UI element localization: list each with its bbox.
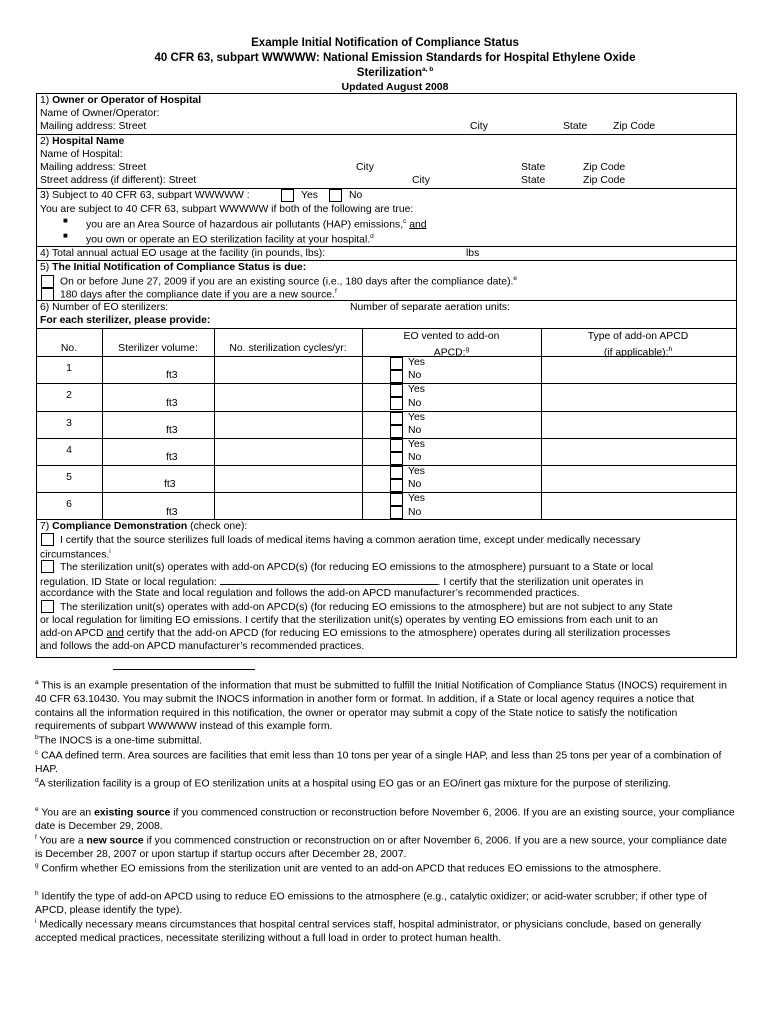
section-number: 7): [40, 521, 50, 532]
divider: [36, 246, 736, 247]
compliance-opt3-line4: and follows the add-on APCD manufacturer’s recommended practices.: [40, 641, 365, 652]
sterilizers-count-label[interactable]: 6) Number of EO sterilizers:: [40, 302, 169, 313]
page-title: Example Initial Notification of Compliance Status: [251, 37, 519, 49]
due-new-label: [60, 288, 337, 300]
footnote-text: CAA defined term. Area sources are facilities that emit less than 10 tons per year of a single HAP, and less than 25 tons per year of a combination of HAP.: [35, 750, 722, 776]
section-2-heading: [40, 136, 124, 147]
footnote-text: This is an example presentation of the information that must be submitted to fulfill the Initial Notification of Compliance Status (INOCS) requirement in 40 CFR 63.10430. You may submit the INOCS information in another form or format. In addition, if a State or local agency requires a notice that contains all the information required in this notification, the owner or operator may submit a copy of the State notice to satisfy the notification requirements of subpart WWWWW instead of this example form.: [35, 680, 727, 733]
option-text: circumstances.: [40, 549, 110, 561]
row-number: 2: [66, 390, 72, 401]
compliance-opt3-line1: The sterilization unit(s) operates with add-on APCD(s) (for reducing EO emissions to the atmosphere) but are not subject to any State: [60, 602, 673, 613]
due-existing-label: [60, 275, 517, 287]
footnote-mark: h: [35, 890, 39, 897]
row-volume-unit[interactable]: ft3: [166, 425, 178, 436]
footnote-a: [35, 676, 735, 734]
row-volume-unit[interactable]: ft3: [166, 370, 178, 381]
eo-usage-label[interactable]: 4) Total annual actual EO usage at the facility (in pounds, lbs):: [40, 248, 326, 259]
subject-question: 3) Subject to 40 CFR 63, subpart WWWWW :: [40, 190, 250, 201]
eo-usage-unit: lbs: [466, 248, 480, 259]
due-existing-checkbox[interactable]: [41, 275, 54, 288]
table-col-line: [214, 328, 215, 519]
header-line: EO vented to add-on: [403, 331, 500, 342]
row-vented-no-label: No: [408, 507, 422, 518]
footnote-i: [35, 915, 735, 946]
divider: [36, 438, 736, 439]
hospital-zip-label[interactable]: Zip Code: [583, 162, 626, 173]
footnote-d: [35, 774, 735, 791]
divider: [36, 465, 736, 466]
footnote-text: if you commenced construction or reconstruction on or after November 6, 2006. If you are a new source, your compliance date is December 28, 2007 or upon startup if startup occurs after December 28, 2007.: [35, 835, 728, 861]
row-vented-yes-checkbox[interactable]: [390, 466, 403, 479]
provide-label: For each sterilizer, please provide:: [40, 315, 211, 326]
divider: [36, 383, 736, 384]
row-vented-yes-label: Yes: [408, 357, 425, 368]
bullet-text: you own or operate an EO sterilization facility at your hospital.: [86, 234, 371, 246]
row-vented-yes-label: Yes: [408, 493, 425, 504]
hospital-zip2-label[interactable]: Zip Code: [583, 175, 626, 186]
footnote-mark: f: [35, 834, 37, 841]
section-title: Hospital Name: [52, 136, 125, 147]
subject-yes-checkbox[interactable]: [281, 189, 294, 202]
section-title: Owner or Operator of Hospital: [52, 95, 202, 106]
section-5-heading: [40, 262, 306, 273]
row-vented-yes-label: Yes: [408, 384, 425, 395]
col-header-no: No.: [60, 343, 78, 354]
row-vented-yes-checkbox[interactable]: [390, 412, 403, 425]
compliance-opt2-line1: The sterilization unit(s) operates with add-on APCD(s) (for reducing EO emissions to the atmosphere) pursuant to a State or local: [60, 562, 654, 573]
row-vented-no-checkbox[interactable]: [390, 506, 403, 519]
section-note: (check one):: [190, 521, 248, 532]
option-text: 180 days after the compliance date if you are a new source.: [60, 289, 335, 301]
section-7-heading: [40, 521, 247, 532]
compliance-opt3-line3: [40, 628, 670, 639]
title-sterilization: Sterilization: [356, 66, 422, 79]
divider: [36, 260, 736, 261]
row-vented-yes-checkbox[interactable]: [390, 384, 403, 397]
row-vented-no-label: No: [408, 398, 422, 409]
col-header-type: [541, 330, 735, 359]
footnote-f: [35, 831, 735, 862]
option-text: regulation. ID State or local regulation:: [40, 577, 217, 588]
hospital-city2-label[interactable]: City: [412, 175, 430, 186]
footnote-separator: [113, 669, 255, 670]
divider: [36, 328, 736, 329]
table-col-line: [102, 328, 103, 519]
hospital-street-label[interactable]: Street address (if different): Street: [40, 175, 197, 186]
compliance-opt3-line2: or local regulation for limiting EO emissions. I certify that the sterilization unit(s) operates by venting EO emissions from each unit to an: [40, 615, 658, 626]
row-vented-no-checkbox[interactable]: [390, 452, 403, 465]
hospital-state-label[interactable]: State: [521, 162, 546, 173]
option-and: and: [106, 628, 124, 639]
footnote-mark: g: [35, 862, 39, 869]
hospital-city-label[interactable]: City: [356, 162, 374, 173]
header-line: APCD:: [433, 347, 466, 359]
bullet-and: and: [409, 219, 427, 231]
updated-date: Updated August 2008: [341, 81, 449, 93]
footnote-mark: d: [370, 233, 374, 240]
footnote-mark: c: [35, 749, 39, 756]
footnote-bold: existing source: [94, 807, 171, 819]
owner-mailing-label[interactable]: Mailing address: Street: [40, 121, 147, 132]
footnote-g: [35, 859, 735, 876]
row-volume-unit[interactable]: ft3: [166, 452, 178, 463]
compliance-opt2-line2: [40, 575, 643, 588]
section-title: The Initial Notification of Compliance Status is due:: [52, 262, 307, 273]
option-text: On or before June 27, 2009 if you are an existing source (i.e., 180 days after the compliance date).: [60, 276, 514, 288]
footnote-mark: a: [35, 679, 39, 686]
divider: [36, 519, 736, 520]
row-vented-yes-label: Yes: [408, 466, 425, 477]
subject-yes-label: Yes: [301, 190, 318, 201]
footnote-e: [35, 803, 735, 834]
footnote-bold: new source: [86, 835, 144, 847]
footnote-mark: e: [513, 275, 518, 282]
footnote-mark: i: [109, 548, 111, 555]
row-vented-no-label: No: [408, 479, 422, 490]
divider: [36, 188, 736, 189]
row-volume-unit[interactable]: ft3: [164, 479, 176, 490]
compliance-opt1-line2: [40, 548, 111, 560]
divider: [36, 134, 736, 135]
option-text: add-on APCD: [40, 628, 104, 639]
subject-no-checkbox[interactable]: [329, 189, 342, 202]
row-number: 3: [66, 418, 72, 429]
subject-bullet-1: [86, 218, 427, 230]
footnote-text: The INOCS is a one-time submittal.: [38, 735, 203, 747]
page-subtitle: 40 CFR 63, subpart WWWWW: National Emission Standards for Hospital Ethylene Oxide: [154, 52, 636, 64]
compliance-no-regulation-checkbox[interactable]: [41, 600, 54, 613]
col-header-cycles: No. sterilization cycles/yr:: [229, 343, 347, 354]
subject-no-label: No: [349, 190, 363, 201]
row-number: 1: [66, 363, 72, 374]
row-vented-yes-label: Yes: [408, 439, 425, 450]
hospital-state2-label[interactable]: State: [521, 175, 546, 186]
compliance-full-loads-checkbox[interactable]: [41, 533, 54, 546]
compliance-state-regulation-checkbox[interactable]: [41, 560, 54, 573]
footnote-c: [35, 746, 735, 777]
footnote-mark: h: [668, 346, 673, 353]
section-number: 5): [40, 262, 50, 273]
row-number: 5: [66, 472, 72, 483]
row-vented-no-label: No: [408, 452, 422, 463]
footnote-text: if you commenced construction or reconstruction before November 6, 2006. If you are an existing source, your compliance date is December 29, 2008.: [35, 807, 735, 833]
footnote-mark: c: [403, 218, 407, 225]
option-text: certify that the add-on APCD (for reducing EO emissions to the atmosphere) operates during all sterilization processes: [126, 628, 671, 639]
hospital-mailing-label[interactable]: Mailing address: Street: [40, 162, 147, 173]
compliance-opt2-line3: accordance with the State and local regulation and follows the add-on APCD manufacturer’s recommended practices.: [40, 588, 580, 599]
row-number: 6: [66, 499, 72, 510]
footnote-text: Confirm whether EO emissions from the sterilization unit are vented to an add-on APCD that reduces EO emissions to the atmosphere.: [41, 863, 662, 875]
subject-bullet-2: [86, 233, 374, 245]
footnote-text: A sterilization facility is a group of EO sterilization units at a hospital using EO gas or an EO/inert gas mixture for the purpose of sterilizing.: [38, 778, 672, 790]
section-title: Compliance Demonstration: [52, 521, 188, 532]
row-vented-no-checkbox[interactable]: [390, 425, 403, 438]
row-vented-no-checkbox[interactable]: [390, 397, 403, 410]
row-vented-no-checkbox[interactable]: [390, 370, 403, 383]
row-vented-yes-checkbox[interactable]: [390, 439, 403, 452]
row-volume-unit[interactable]: ft3: [166, 507, 178, 518]
owner-zip-label[interactable]: Zip Code: [613, 121, 656, 132]
row-vented-yes-checkbox[interactable]: [390, 357, 403, 370]
row-volume-unit[interactable]: ft3: [166, 398, 178, 409]
subject-intro: You are subject to 40 CFR 63, subpart WWWWW if both of the following are true:: [40, 204, 414, 215]
divider: [36, 492, 736, 493]
row-vented-no-label: No: [408, 370, 422, 381]
row-vented-yes-label: Yes: [408, 412, 425, 423]
due-new-checkbox[interactable]: [41, 288, 54, 301]
row-vented-no-label: No: [408, 425, 422, 436]
col-header-vented: [362, 330, 541, 359]
title-footnote-mark: a, b: [421, 66, 434, 73]
footnote-mark: f: [334, 288, 337, 295]
header-line: Type of add-on APCD: [587, 331, 689, 342]
divider: [36, 411, 736, 412]
footnote-text: You are an: [41, 807, 92, 819]
footnote-mark: e: [35, 806, 39, 813]
footnote-text: You are a: [39, 835, 84, 847]
footnote-text: Identify the type of add-on APCD using to reduce EO emissions to the atmosphere (e.g., catalytic oxidizer; or acid-water scrubber; if other type of APCD, please identify the type).: [35, 891, 707, 917]
footnote-mark: i: [35, 918, 37, 925]
aeration-count-label[interactable]: Number of separate aeration units:: [350, 302, 510, 313]
section-number: 2): [40, 136, 50, 147]
owner-city-label[interactable]: City: [470, 121, 488, 132]
footnote-mark: d: [35, 777, 39, 784]
row-vented-yes-checkbox[interactable]: [390, 493, 403, 506]
footnote-text: Medically necessary means circumstances that hospital central services staff, hospital administrator, or physicians conclude, based on generally accepted medical practices, necessitate sterilizing without a full load in order to protect human health.: [35, 919, 702, 945]
regulation-id-field[interactable]: [220, 575, 438, 585]
footnote-h: [35, 887, 735, 918]
owner-state-label[interactable]: State: [563, 121, 588, 132]
row-vented-no-checkbox[interactable]: [390, 479, 403, 492]
row-number: 4: [66, 445, 72, 456]
col-header-volume: Sterilizer volume:: [118, 343, 198, 354]
compliance-opt1-line1: I certify that the source sterilizes full loads of medical items having a common aeration time, except under medically necessary: [60, 535, 641, 546]
header-line: (if applicable):: [603, 347, 669, 359]
footnote-mark: b: [35, 734, 39, 741]
bullet-icon: ■: [63, 216, 68, 225]
option-text: . I certify that the sterilization unit operates in: [437, 577, 644, 588]
footnote-mark: g: [465, 346, 470, 353]
section-number: 1): [40, 95, 50, 106]
owner-name-label[interactable]: Name of Owner/Operator:: [40, 108, 160, 119]
hospital-name-label[interactable]: Name of Hospital:: [40, 149, 123, 160]
section-1-heading: [40, 95, 201, 106]
bullet-text: you are an Area Source of hazardous air pollutants (HAP) emissions,: [86, 219, 404, 231]
page-subtitle-line2: [0, 66, 770, 79]
bullet-icon: ■: [63, 231, 68, 240]
